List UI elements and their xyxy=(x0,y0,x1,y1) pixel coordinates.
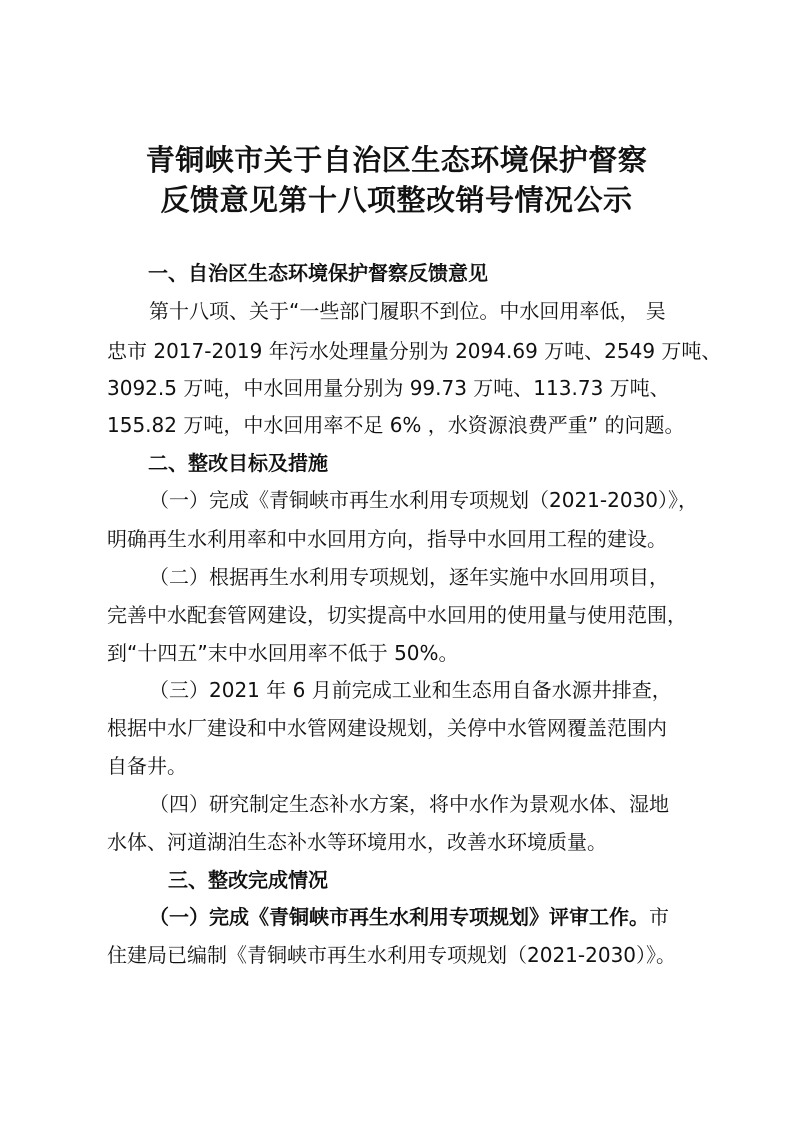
measure-4-line: （四）研究制定生态补水方案，将中水作为景观水体、湿地 xyxy=(149,792,669,816)
measure-2-line: 到“十四五”末中水回用率不低于 50%。 xyxy=(107,641,459,665)
measure-1-line: （一）完成《青铜峡市再生水利用专项规划（2021-2030）》， xyxy=(149,488,699,512)
document-title-line-1: 青铜峡市关于自治区生态环境保护督察 xyxy=(145,143,648,177)
measure-3-line: 自备井。 xyxy=(107,754,187,778)
completion-1-bold-text: （一）完成《青铜峡市再生水利用专项规划》评审工作。 xyxy=(149,905,649,929)
measure-2-line: 完善中水配套管网建设，切实提高中水回用的使用量与使用范围， xyxy=(107,603,687,627)
completion-1-line xyxy=(149,902,669,932)
document-title-line-2: 反馈意见第十八项整改销号情况公示 xyxy=(160,183,633,217)
measure-1-line: 明确再生水利用率和中水回用方向，指导中水回用工程的建设。 xyxy=(107,527,667,551)
feedback-paragraph-line: 第十八项、关于“一些部门履职不到位。中水回用率低， 吴 xyxy=(149,299,666,323)
feedback-paragraph-line: 155.82 万吨，中水回用率不足 6% ，水资源浪费严重” 的问题。 xyxy=(107,413,685,437)
measure-2-line: （二）根据再生水利用专项规划，逐年实施中水回用项目， xyxy=(149,565,669,589)
measure-3-line: 根据中水厂建设和中水管网建设规划，关停中水管网覆盖范围内 xyxy=(107,716,667,740)
measure-3-line: （三）2021 年 6 月前完成工业和生态用自备水源井排查， xyxy=(149,678,672,702)
section-heading-completion: 三、整改完成情况 xyxy=(168,868,328,892)
completion-1-text: 市 xyxy=(649,905,669,929)
feedback-paragraph-line: 忠市 2017-2019 年污水处理量分别为 2094.69 万吨、2549 万吨、 xyxy=(107,339,722,363)
measure-4-line: 水体、河道湖泊生态补水等环境用水，改善水环境质量。 xyxy=(107,830,607,854)
completion-1-line: 住建局已编制《青铜峡市再生水利用专项规划（2021-2030）》。 xyxy=(107,943,677,967)
feedback-paragraph-line: 3092.5 万吨，中水回用量分别为 99.73 万吨、113.73 万吨、 xyxy=(107,376,670,400)
section-heading-goals: 二、整改目标及措施 xyxy=(148,451,328,475)
section-heading-feedback: 一、自治区生态环境保护督察反馈意见 xyxy=(148,261,488,285)
